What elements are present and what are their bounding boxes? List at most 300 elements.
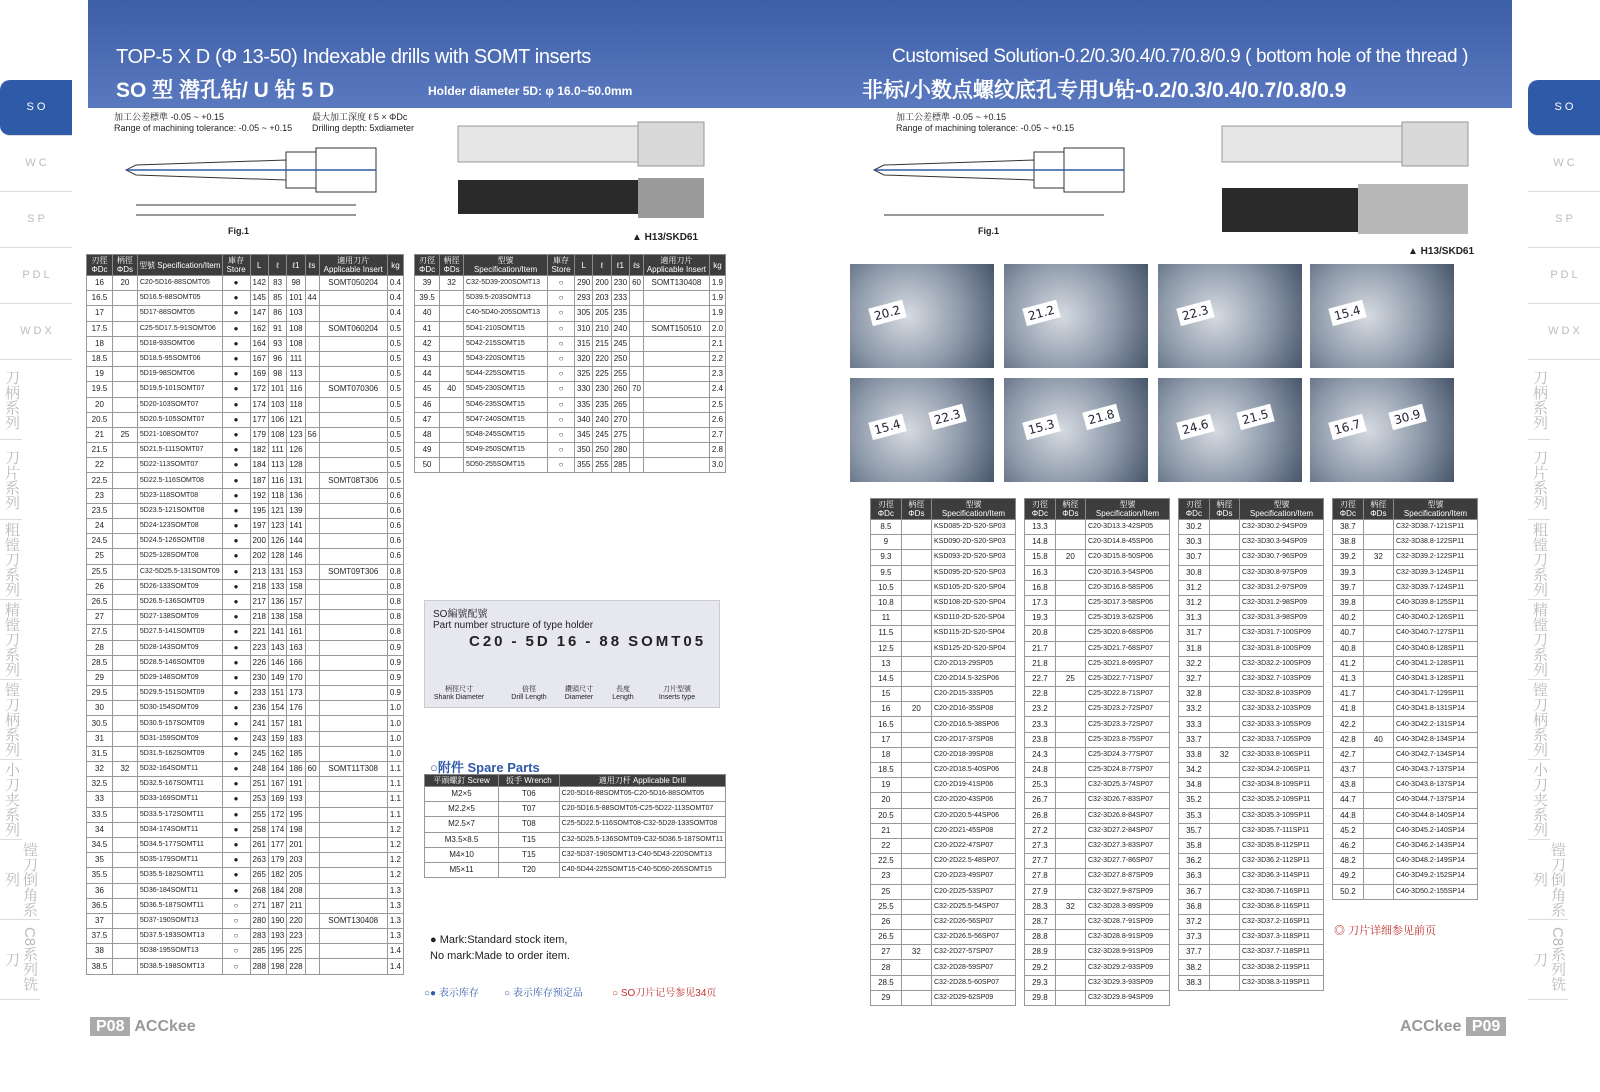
drill-drawing [116, 130, 406, 230]
table-cell [112, 519, 137, 534]
part-code-segment: 5D [525, 633, 551, 650]
table-cell [1055, 838, 1085, 853]
table-cell [319, 868, 387, 883]
table-cell: 32 [1363, 550, 1393, 565]
table-cell: 38.7 [1333, 520, 1364, 535]
table-cell: C40-5D44-225SOMT15-C40-5D50-265SOMT15 [559, 862, 725, 877]
table-cell: 167 [268, 777, 286, 792]
table-cell: ○ [222, 959, 250, 974]
table-cell: 28.5 [87, 655, 113, 670]
table-cell: 27 [87, 610, 113, 625]
table-cell: 1.3 [387, 929, 403, 944]
table-cell: ● [222, 822, 250, 837]
sidebar-item[interactable]: S O [1528, 80, 1600, 136]
table-cell: 340 [575, 412, 593, 427]
table-cell: 5D29.5-151SOMT09 [137, 686, 222, 701]
sidebar-item[interactable]: 镗刀倒角系列 [0, 840, 40, 920]
table-cell [319, 579, 387, 594]
table-cell [1209, 838, 1239, 853]
table-cell: C25-3D23.8-75SP07 [1086, 732, 1170, 747]
table-cell: C32-3D35.2-109SP11 [1240, 793, 1324, 808]
table-row [1179, 793, 1324, 808]
sidebar-item[interactable]: W D X [0, 304, 72, 360]
table-cell [901, 899, 931, 914]
table-cell: 1.2 [387, 822, 403, 837]
table-cell: 225 [593, 367, 611, 382]
table-cell [1209, 641, 1239, 656]
table-cell [319, 397, 387, 412]
table-cell [319, 746, 387, 761]
table-cell: 226 [250, 655, 268, 670]
table-cell: 265 [611, 397, 629, 412]
table-cell: C25-3D19.3-62SP06 [1086, 611, 1170, 626]
table-cell: 20.5 [87, 412, 113, 427]
table-cell: 39.2 [1333, 550, 1364, 565]
table-row [87, 640, 404, 655]
table-row [87, 549, 404, 564]
table-cell: 32 [87, 762, 113, 777]
table-row [1025, 838, 1170, 853]
table-cell: 27.2 [1025, 823, 1056, 838]
table-cell: C32-3D31.8-100SP09 [1240, 641, 1324, 656]
table-cell: 33 [87, 792, 113, 807]
table-cell: C20-2D18.5-40SP06 [932, 763, 1016, 778]
table-cell: 26.5 [871, 930, 902, 945]
table-cell: 21.8 [1025, 656, 1056, 671]
sidebar-item[interactable]: 精镗刀系列 [0, 600, 22, 680]
table-row [871, 945, 1016, 960]
table-cell: 29.3 [1025, 975, 1056, 990]
table-cell: C32-2D29-62SP09 [932, 990, 1016, 1005]
table-cell: 5D28-143SOMT09 [137, 640, 222, 655]
table-cell [112, 716, 137, 731]
table-cell: 0.8 [387, 594, 403, 609]
table-cell: 22.5 [87, 473, 113, 488]
table-cell [901, 520, 931, 535]
table-cell: 26.8 [1025, 808, 1056, 823]
table-cell [1055, 778, 1085, 793]
table-cell [1055, 611, 1085, 626]
table-cell: 41.7 [1333, 687, 1364, 702]
table-cell: 39.3 [1333, 565, 1364, 580]
table-cell: 230 [593, 382, 611, 397]
table-cell: 29 [871, 990, 902, 1005]
table-cell: 255 [593, 458, 611, 473]
table-cell: 40.2 [1333, 611, 1364, 626]
table-row [1025, 778, 1170, 793]
legend-stock: ○● 表示库存 [424, 988, 479, 999]
table-cell: 28.3 [1025, 899, 1056, 914]
table-cell: 169 [250, 367, 268, 382]
sidebar-item[interactable]: 镗刀柄系列 [0, 680, 22, 760]
table-cell: ● [222, 640, 250, 655]
table-cell: 35.5 [87, 868, 113, 883]
table-cell [1055, 717, 1085, 732]
sidebar-item[interactable]: 粗镗刀系列 [1528, 520, 1550, 600]
table-cell: C25-3D24.3-77SP07 [1086, 747, 1170, 762]
table-cell: ○ [548, 336, 575, 351]
table-cell: 15.8 [1025, 550, 1056, 565]
column-header: kg [387, 255, 403, 276]
table-cell [112, 473, 137, 488]
table-cell [319, 336, 387, 351]
table-cell: 16.3 [1025, 565, 1056, 580]
table-cell: C32-3D36.7-116SP11 [1240, 884, 1324, 899]
table-row [1179, 656, 1324, 671]
table-cell [305, 321, 319, 336]
table-row [1025, 990, 1170, 1005]
table-row [1333, 869, 1478, 884]
table-cell: C40-3D42.7-134SP14 [1394, 747, 1478, 762]
table-cell: 9.5 [871, 565, 902, 580]
table-cell [305, 367, 319, 382]
product-photo [1004, 378, 1148, 482]
part-code-segment: 88 [599, 633, 623, 650]
table-cell [305, 913, 319, 928]
table-cell: 149 [268, 670, 286, 685]
table-row [1025, 930, 1170, 945]
table-cell: 22.8 [1025, 687, 1056, 702]
table-cell: 96 [268, 351, 286, 366]
table-cell [901, 838, 931, 853]
sidebar-item[interactable]: C8系列铣刀 [1528, 920, 1568, 1000]
sidebar-item[interactable]: 小刀夹系列 [0, 760, 22, 840]
sidebar-item[interactable]: 粗镗刀系列 [0, 520, 22, 600]
table-cell: 18 [871, 747, 902, 762]
table-cell: 48 [415, 427, 440, 442]
table-cell: 44 [305, 291, 319, 306]
table-cell [305, 944, 319, 959]
table-cell: 1.1 [387, 792, 403, 807]
table-cell [112, 351, 137, 366]
sidebar-item[interactable]: 小刀夹系列 [1528, 760, 1550, 840]
sidebar-item[interactable]: C8系列铣刀 [0, 920, 40, 1000]
table-cell: C32-3D36.2-112SP11 [1240, 854, 1324, 869]
table-cell: ● [222, 321, 250, 336]
sidebar-item[interactable]: 镗刀倒角系列 [1528, 840, 1568, 920]
table-cell: C32-3D34.2-106SP11 [1240, 763, 1324, 778]
table-cell: 22 [87, 458, 113, 473]
part-number-box [424, 600, 720, 708]
sidebar-item[interactable]: 刀柄系列 [0, 360, 22, 440]
table-cell: 263 [250, 853, 268, 868]
table-cell: 0.5 [387, 412, 403, 427]
table-cell: 27.7 [1025, 854, 1056, 869]
part-label-en: Length [612, 694, 634, 701]
sidebar-item[interactable]: P D L [0, 248, 72, 304]
table-cell: 9 [871, 535, 902, 550]
table-cell: C32-3D31.2-97SP09 [1240, 580, 1324, 595]
table-cell: 126 [287, 443, 305, 458]
sidebar-item[interactable]: W C [0, 136, 72, 192]
table-row [87, 610, 404, 625]
table-row [1025, 520, 1170, 535]
table-row [87, 427, 404, 442]
table-cell: C40-5D40-205SOMT13 [464, 306, 548, 321]
table-cell: 213 [250, 564, 268, 579]
table-cell: C40-3D45.2-140SP14 [1394, 823, 1478, 838]
table-cell: 146 [268, 655, 286, 670]
table-cell: M3.5×8.5 [425, 832, 499, 847]
table-cell [440, 427, 464, 442]
table-cell: 198 [287, 822, 305, 837]
table-cell [901, 763, 931, 778]
table-cell: 31.8 [1179, 641, 1210, 656]
table-cell: C25-3D21.7-68SP07 [1086, 641, 1170, 656]
table-cell: 32.5 [87, 777, 113, 792]
table-cell: 5D35-179SOMT11 [137, 853, 222, 868]
table-cell: 23.5 [87, 503, 113, 518]
table-row [1025, 793, 1170, 808]
table-cell: 36.5 [87, 898, 113, 913]
table-cell: 5D44-225SOMT15 [464, 367, 548, 382]
table-cell: C40-3D40.8-128SP11 [1394, 641, 1478, 656]
table-cell [1209, 732, 1239, 747]
table-row [87, 336, 404, 351]
sidebar-item[interactable]: 刀片系列 [0, 440, 22, 520]
table-cell: SOMT050204 [319, 276, 387, 291]
table-cell: 60 [305, 762, 319, 777]
table-cell: 32 [1209, 747, 1239, 762]
table-cell [305, 898, 319, 913]
table-cell: 113 [287, 367, 305, 382]
table-cell: 30.8 [1179, 565, 1210, 580]
table-cell: 38.2 [1179, 960, 1210, 975]
table-row [1333, 702, 1478, 717]
column-header: kg [709, 255, 725, 276]
table-cell: 5D36-184SOMT11 [137, 883, 222, 898]
column-header: 刃徑 ΦDc [1333, 499, 1364, 520]
tolerance-zh: 加工公差標準 -0.05 ~ +0.15 [114, 112, 225, 122]
table-cell: 265 [250, 868, 268, 883]
part-label-zh: 長度 [616, 686, 630, 693]
table-cell: C32-3D36.8-116SP11 [1240, 899, 1324, 914]
table-cell: ● [222, 519, 250, 534]
table-row [87, 655, 404, 670]
column-header: 適用刀杆 Applicable Drill [559, 775, 725, 787]
table-row [871, 580, 1016, 595]
table-row [1025, 747, 1170, 762]
table-cell: ● [222, 336, 250, 351]
table-cell [319, 777, 387, 792]
table-cell: 26.7 [1025, 793, 1056, 808]
table-cell: C32-3D31.3-98SP09 [1240, 611, 1324, 626]
table-cell [319, 610, 387, 625]
table-cell: 235 [593, 397, 611, 412]
spec-table-mid [414, 254, 726, 473]
part-code-segment: 16 [556, 633, 580, 650]
table-row [1025, 717, 1170, 732]
column-header: 柄徑 ΦDs [440, 255, 464, 276]
table-cell: 144 [287, 534, 305, 549]
table-cell [1209, 793, 1239, 808]
table-row [871, 823, 1016, 838]
table-cell: 0.9 [387, 655, 403, 670]
table-cell: C20-2D20.5-44SP06 [932, 808, 1016, 823]
depth-en: Drilling depth: 5xdiameter [312, 123, 415, 133]
table-row [871, 520, 1016, 535]
table-cell [440, 351, 464, 366]
table-cell: 20 [87, 397, 113, 412]
table-cell: ● [222, 367, 250, 382]
table-cell [1055, 793, 1085, 808]
table-cell [630, 427, 644, 442]
sidebar-item[interactable]: S P [0, 192, 72, 248]
column-header: 型號 Specification/Item [1394, 499, 1478, 520]
table-cell [112, 397, 137, 412]
table-cell: 32.8 [1179, 687, 1210, 702]
table-cell: SOMT070306 [319, 382, 387, 397]
table-cell: 32 [901, 945, 931, 960]
table-row [87, 731, 404, 746]
table-cell: SOMT11T308 [319, 762, 387, 777]
table-cell: 2.3 [709, 367, 725, 382]
table-cell: C40-3D41.8-131SP14 [1394, 702, 1478, 717]
table-cell [112, 898, 137, 913]
table-cell: C32-2D26.5-56SP07 [932, 930, 1016, 945]
table-row [1179, 595, 1324, 610]
table-cell: 0.4 [387, 276, 403, 291]
column-header: ℓs [630, 255, 644, 276]
table-cell [319, 883, 387, 898]
table-cell [112, 670, 137, 685]
table-cell: 24.3 [1025, 747, 1056, 762]
table-cell: KSD110-2D-S20-SP04 [932, 611, 1016, 626]
sidebar-item[interactable]: W C [1528, 136, 1600, 192]
table-cell: 16.8 [1025, 580, 1056, 595]
table-cell [1363, 535, 1393, 550]
table-cell: 118 [268, 488, 286, 503]
table-cell: 0.5 [387, 427, 403, 442]
table-cell [901, 687, 931, 702]
table-cell: 111 [287, 351, 305, 366]
part-number-title-zh: SO編號配號 [433, 609, 488, 620]
table-row [87, 746, 404, 761]
table-row [871, 884, 1016, 899]
table-cell [643, 397, 709, 412]
part-label [647, 684, 707, 701]
table-cell [901, 717, 931, 732]
table-row [871, 854, 1016, 869]
table-cell: 154 [268, 701, 286, 716]
table-cell: 36 [87, 883, 113, 898]
table-cell: 48.2 [1333, 854, 1364, 869]
sidebar-item[interactable]: 刀柄系列 [1528, 360, 1550, 440]
table-cell: 38.5 [87, 959, 113, 974]
header-banner [88, 0, 1512, 108]
table-cell [305, 701, 319, 716]
sidebar-item[interactable]: S O [0, 80, 72, 136]
sidebar-item[interactable]: W D X [1528, 304, 1600, 360]
table-cell: C32-3D27.8-87SP09 [1086, 869, 1170, 884]
table-cell [319, 837, 387, 852]
table-cell [319, 291, 387, 306]
table-cell: 5D37-190SOMT13 [137, 913, 222, 928]
table-cell: C32-3D28.8-91SP09 [1086, 930, 1170, 945]
table-row [425, 802, 726, 817]
column-header: 適用刀片 Applicable Insert [319, 255, 387, 276]
table-cell [440, 291, 464, 306]
table-cell [643, 443, 709, 458]
table-cell: SOMT150510 [643, 321, 709, 336]
table-cell: SOMT130408 [319, 913, 387, 928]
product-photo [1004, 264, 1148, 368]
sidebar-item[interactable]: 镗刀柄系列 [1528, 680, 1550, 760]
table-cell [112, 306, 137, 321]
page-footer-right [1400, 1018, 1506, 1036]
table-cell [1209, 960, 1239, 975]
table-cell [319, 625, 387, 640]
table-cell: 0.5 [387, 458, 403, 473]
table-row [1179, 717, 1324, 732]
sidebar-item[interactable]: 精镗刀系列 [1528, 600, 1550, 680]
table-cell: 0.6 [387, 488, 403, 503]
table-cell [440, 367, 464, 382]
table-cell: 25 [1055, 671, 1085, 686]
sidebar-item[interactable]: 刀片系列 [1528, 440, 1550, 520]
table-cell: 305 [575, 306, 593, 321]
table-cell: C32-3D29.8-94SP09 [1086, 990, 1170, 1005]
table-row [871, 626, 1016, 641]
sidebar-item[interactable]: P D L [1528, 248, 1600, 304]
table-cell: 35.7 [1179, 823, 1210, 838]
table-cell [319, 351, 387, 366]
table-cell: C20-2D13-29SP05 [932, 656, 1016, 671]
column-header: 刃徑 ΦDc [871, 499, 902, 520]
table-cell [112, 367, 137, 382]
table-cell: 98 [268, 367, 286, 382]
sidebar-item[interactable]: S P [1528, 192, 1600, 248]
table-cell: ● [222, 412, 250, 427]
table-row [1333, 732, 1478, 747]
table-cell: 1.1 [387, 807, 403, 822]
table-cell: 193 [268, 929, 286, 944]
table-cell [901, 823, 931, 838]
table-row [871, 641, 1016, 656]
table-row [871, 960, 1016, 975]
table-cell: 36.7 [1179, 884, 1210, 899]
table-cell [305, 382, 319, 397]
table-cell: 179 [268, 853, 286, 868]
table-row [1333, 520, 1478, 535]
table-cell: C32-5D37-190SOMT13-C40-5D43-220SOMT13 [559, 847, 725, 862]
brand-right: ACCkee [1400, 1018, 1462, 1035]
column-header: 庫存 Store [548, 255, 575, 276]
table-row [1025, 550, 1170, 565]
table-cell: 218 [250, 610, 268, 625]
part-code-segment: - [585, 633, 594, 650]
table-cell: 29.8 [1025, 990, 1056, 1005]
table-cell [305, 716, 319, 731]
table-cell: 1.4 [387, 959, 403, 974]
table-cell: 0.5 [387, 473, 403, 488]
table-cell [643, 306, 709, 321]
table-cell: 13 [871, 656, 902, 671]
table-cell: 45.2 [1333, 823, 1364, 838]
table-cell [305, 640, 319, 655]
table-cell: C32-3D31.2-98SP09 [1240, 595, 1324, 610]
table-cell: 5D18.5-95SOMT06 [137, 351, 222, 366]
table-cell: 40 [1363, 732, 1393, 747]
table-cell: ● [222, 458, 250, 473]
table-cell: 5D22.5-116SOMT08 [137, 473, 222, 488]
table-cell [1055, 854, 1085, 869]
table-cell: ● [222, 534, 250, 549]
table-cell: 169 [268, 792, 286, 807]
table-cell: C32-5D25.5-136SOMT09-C32-5D36.5-187SOMT11 [559, 832, 725, 847]
table-cell: ● [222, 686, 250, 701]
table-cell: 23.8 [1025, 732, 1056, 747]
